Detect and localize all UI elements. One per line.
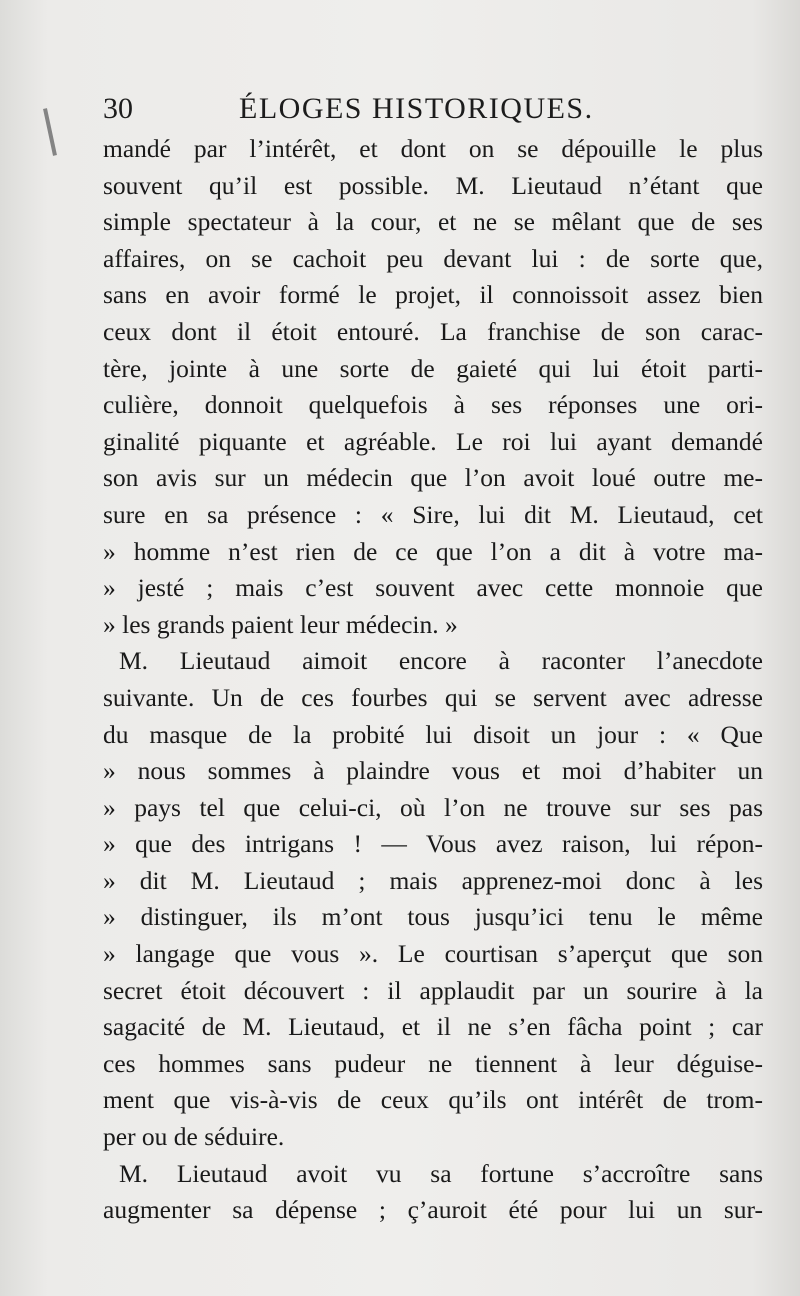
text-line: » distinguer, ils m’ont tous jusqu’ici tenu le même xyxy=(103,902,763,932)
text-line: » que des intrigans ! — Vous avez raison, lui répon- xyxy=(103,829,763,859)
running-title: ÉLOGES HISTORIQUES. xyxy=(239,92,594,125)
text-line: » pays tel que celui-ci, où l’on ne trouve sur ses pas xyxy=(103,792,763,822)
margin-mark xyxy=(43,108,57,156)
text-line: affaires, on se cachoit peu devant lui : de sorte que, xyxy=(103,243,763,273)
text-line: du masque de la probité lui disoit un jour : « Que xyxy=(103,719,763,749)
paragraph-start: M. Lieutaud avoit vu sa fortune s’accroître sans xyxy=(119,1158,763,1188)
page-number: 30 xyxy=(103,92,133,125)
text-line: » jesté ; mais c’est souvent avec cette monnoie que xyxy=(103,573,763,603)
text-line: suivante. Un de ces fourbes qui se servent avec adresse xyxy=(103,682,763,712)
text-line: per ou de séduire. xyxy=(103,1122,285,1152)
text-line: son avis sur un médecin que l’on avoit loué outre me- xyxy=(103,463,763,493)
text-line: ginalité piquante et agréable. Le roi lui ayant demandé xyxy=(103,426,763,456)
text-line: ceux dont il étoit entouré. La franchise de son carac- xyxy=(103,316,763,346)
body-text xyxy=(103,131,763,1229)
text-line: » les grands paient leur médecin. » xyxy=(103,609,458,639)
text-line: mandé par l’intérêt, et dont on se dépouille le plus xyxy=(103,134,763,163)
text-line: augmenter sa dépense ; ç’auroit été pour lui un sur- xyxy=(103,1195,763,1225)
page-header xyxy=(103,92,763,132)
text-line: tère, jointe à une sorte de gaieté qui lui étoit parti- xyxy=(103,353,763,383)
text-line: ces hommes sans pudeur ne tiennent à leur déguise- xyxy=(103,1048,763,1078)
text-line: simple spectateur à la cour, et ne se mêlant que de ses xyxy=(103,207,763,237)
text-line: sure en sa présence : « Sire, lui dit M. Lieutaud, cet xyxy=(103,499,763,529)
text-line: culière, donnoit quelquefois à ses réponses une ori- xyxy=(103,390,763,420)
text-line: » langage que vous ». Le courtisan s’aperçut que son xyxy=(103,939,763,969)
text-line: » nous sommes à plaindre vous et moi d’habiter un xyxy=(103,756,763,786)
paragraph-start: M. Lieutaud aimoit encore à raconter l’anecdote xyxy=(119,646,763,676)
text-line: » dit M. Lieutaud ; mais apprenez-moi donc à les xyxy=(103,865,763,895)
text-line: ment que vis-à-vis de ceux qu’ils ont intérêt de trom- xyxy=(103,1085,763,1115)
text-line: souvent qu’il est possible. M. Lieutaud n’étant que xyxy=(103,170,763,200)
text-line: » homme n’est rien de ce que l’on a dit à votre ma- xyxy=(103,536,763,566)
text-line: sans en avoir formé le projet, il connoissoit assez bien xyxy=(103,280,763,310)
text-line: secret étoit découvert : il applaudit par un sourire à la xyxy=(103,975,763,1005)
text-line: sagacité de M. Lieutaud, et il ne s’en fâcha point ; car xyxy=(103,1012,763,1042)
